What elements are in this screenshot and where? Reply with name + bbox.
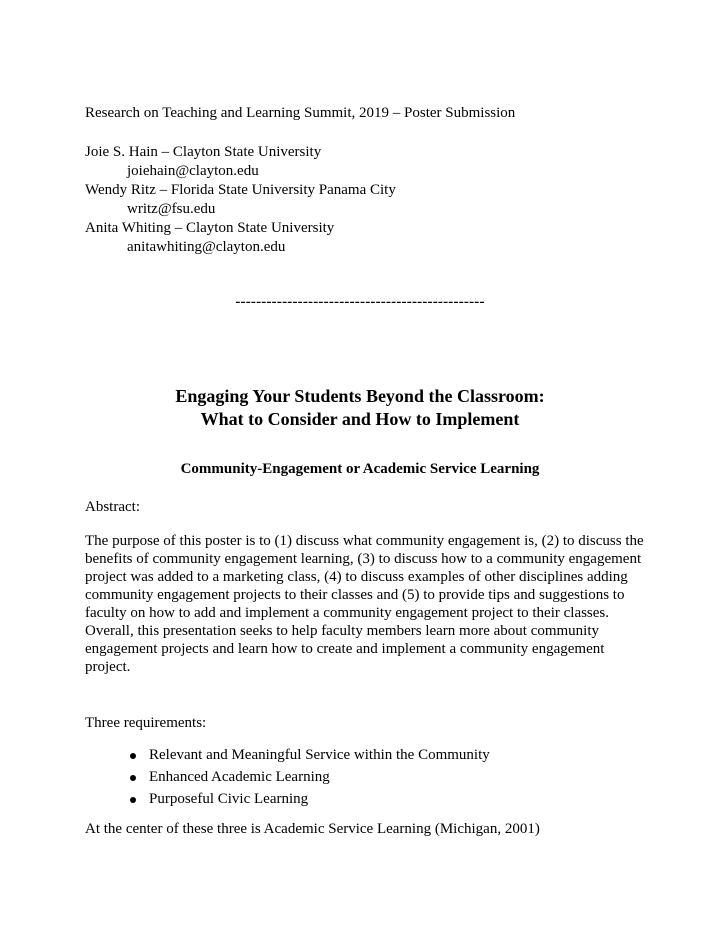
bullet-icon — [130, 775, 136, 781]
separator-line: ------------------------------------------------ — [235, 294, 485, 310]
list-item — [128, 768, 490, 790]
bullet-icon — [130, 797, 136, 803]
abstract-text: The purpose of this poster is to (1) discuss what community engagement is, (2) to discuss the benefits of community engagement learning, (3) to discuss how to a community engagement project was added to a marketing class, (4) to discuss examples of other disciplines adding community engagement projects to their classes and (5) to provide tips and suggestions to faculty on how to add and implement a community engagement project to their classes. Overall, this presentation seeks to help faculty members learn more about community engagement projects and learn how to create and implement a community engagement project. — [85, 533, 644, 675]
requirements-label: Three requirements: — [85, 715, 207, 731]
conclusion-line: At the center of these three is Academic Service Learning (Michigan, 2001) — [85, 821, 540, 837]
list-item-text: Purposeful Civic Learning — [149, 791, 309, 807]
bullet-icon — [130, 753, 136, 759]
requirements-list — [128, 746, 490, 812]
subtitle: Community-Engagement or Academic Service Learning — [180, 461, 540, 477]
title-line-1: Engaging Your Students Beyond the Classroom: — [175, 386, 545, 406]
list-item-text: Relevant and Meaningful Service within the Community — [149, 747, 490, 763]
author-1-name: Joie S. Hain – Clayton State University — [85, 144, 322, 160]
author-3-email: anitawhiting@clayton.edu — [127, 239, 286, 255]
list-item — [128, 790, 490, 812]
list-item — [128, 746, 490, 768]
author-2-name: Wendy Ritz – Florida State University Panama City — [85, 182, 396, 198]
author-1-email: joiehain@clayton.edu — [127, 163, 259, 179]
abstract-label: Abstract: — [85, 499, 140, 515]
title-line-2: What to Consider and How to Implement — [200, 409, 520, 429]
list-item-text: Enhanced Academic Learning — [149, 769, 330, 785]
author-2-email: writz@fsu.edu — [127, 201, 216, 217]
summit-line: Research on Teaching and Learning Summit, 2019 – Poster Submission — [85, 105, 516, 121]
author-3-name: Anita Whiting – Clayton State University — [85, 220, 335, 236]
